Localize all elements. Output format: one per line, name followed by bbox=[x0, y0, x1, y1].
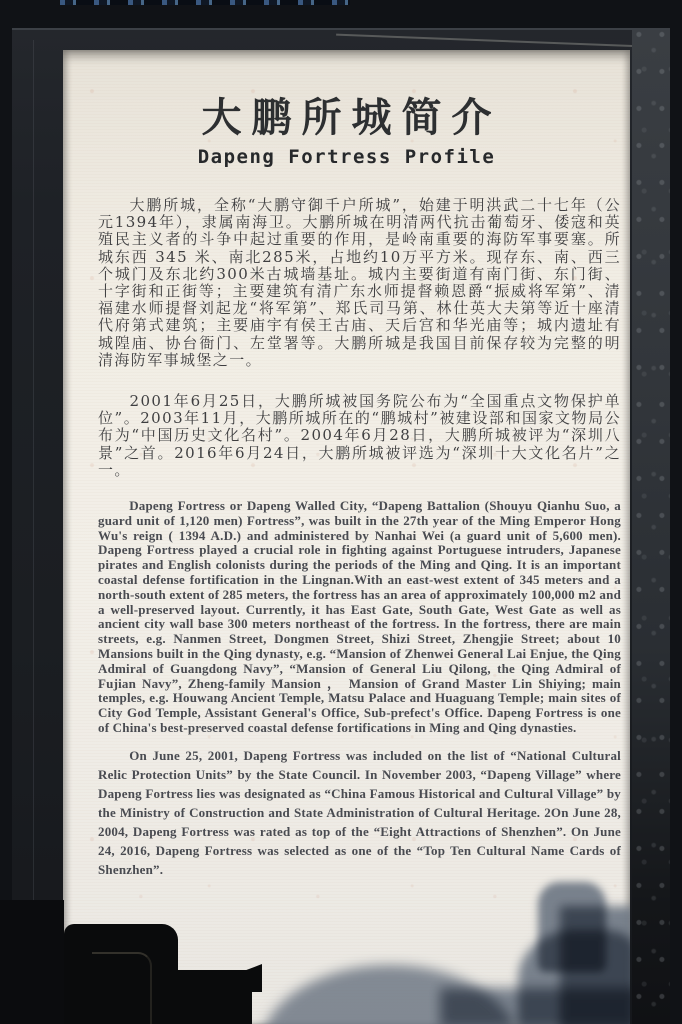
shadow-bottom-fill bbox=[440, 988, 630, 1024]
shadow-mound bbox=[260, 965, 520, 1024]
sign-title-block bbox=[63, 94, 630, 169]
sign-frame-right-texture bbox=[632, 30, 670, 1024]
sign-title-english: Dapeng Fortress Profile bbox=[197, 146, 496, 168]
shadow-right-fill bbox=[560, 906, 630, 1024]
paragraph-english-1: Dapeng Fortress or Dapeng Walled City, “Dapeng Battalion (Shouyu Qianhu Suo, a guard unit of 1,120 men) Fortress”, was built in the 27th year of the Ming Emperor Hong Wu's reign ( 1394 A.D.) and administered by Nanhai Wei (a guard unit of 5,600 men). Dapeng Fortress played a crucial role in fighting against Portuguese intruders, Japanese pirates and English colonists during the periods of the Ming and Qing. It is an important coastal defense fortification in the Lingnan.With an east-west extent of 345 meters and a north-south extent of 285 meters, the fortress has an area of approximately 100,000 m2 and a well-preserved layout. Currently, it has East Gate, South Gate, West Gate as well as ancient city wall base 300 meters northeast of the fortress. In the fortress, there are main streets, e.g. Nanmen Street, Dongmen Street, Shizi Street, Zhengjie Street; about 10 Mansions built in the Qing dynasty, e.g. “Mansion of Zhenwei General Lai Enjue, the Qing Admiral of Guangdong Navy”, “Mansion of General Liu Qilong, the Qing Admiral of Fujian Navy”, Zheng-family Mansion ， Mansion of Grand Master Lin Shiying; main temples, e.g. Houwang Ancient Temple, Matsu Palace and Huaguang Temple; main sites of City God Temple, Assistant General's Office, Sub-prefect's Office. Dapeng Fortress is one of China's best-preserved coastal defense fortifications in Ming and Qing dynasties. bbox=[98, 498, 621, 735]
shadow-torso bbox=[518, 930, 630, 1024]
paragraph-chinese-2: 2001年6月25日，大鹏所城被国务院公布为“全国重点文物保护单位”。2003年11月，大鹏所城所在的“鹏城村”被建设部和国家文物局公布为“中国历史文化名村”。2004年6月28日，大鹏所城被评为“深圳八景”之首。2016年6月24日，大鹏所城被评选为“深圳十大文化名片”之一。 bbox=[98, 392, 621, 479]
sign-paper bbox=[63, 50, 630, 1024]
sign-title-chinese: 大鹏所城简介 bbox=[201, 94, 502, 141]
paragraph-chinese-1: 大鹏所城，全称“大鹏守御千户所城”，始建于明洪武二十七年（公元1394年），隶属南海卫。大鹏所城在明清两代抗击葡萄牙、倭寇和英殖民主义者的斗争中起过重要的作用，是岭南重要的海防军事要塞。所城东西 345 米、南北285米，占地约10万平方米。现存东、南、西三个城门及东北约300米古城墙基址。城内主要街道有南门街、东门街、十字街和正街等；主要建筑有清广东水师提督赖恩爵“振威将军第”、清福建水师提督刘起龙“将军第”、郑氏司马第、林仕英大夫第等近十座清代府第式建筑；主要庙宇有侯王古庙、天后宫和华光庙等；城内遗址有城隍庙、协台衙门、左堂署等。大鹏所城是我国目前保存较为完整的明清海防军事城堡之一。 bbox=[98, 196, 621, 369]
sign-paper-content bbox=[63, 50, 630, 1024]
paragraph-english-2: On June 25, 2001, Dapeng Fortress was included on the list of “National Cultural Relic Protection Units” by the State Council. In November 2003, “Dapeng Village” where Dapeng Fortress lies was designated as “China Famous Historical and Cultural Village” by the Ministry of Construction and State Administration of Cultural Heritage. 2On June 28, 2004, Dapeng Fortress was rated as top of the “Eight Attractions of Shenzhen”. On June 24, 2016, Dapeng Fortress was selected as one of the “Top Ten Cultural Name Cards of Shenzhen”. bbox=[98, 747, 621, 877]
frame-edge-highlight bbox=[33, 40, 34, 1024]
sign-body-text bbox=[63, 197, 630, 879]
shadow-head bbox=[538, 882, 606, 972]
background-sky-glint bbox=[60, 0, 350, 5]
